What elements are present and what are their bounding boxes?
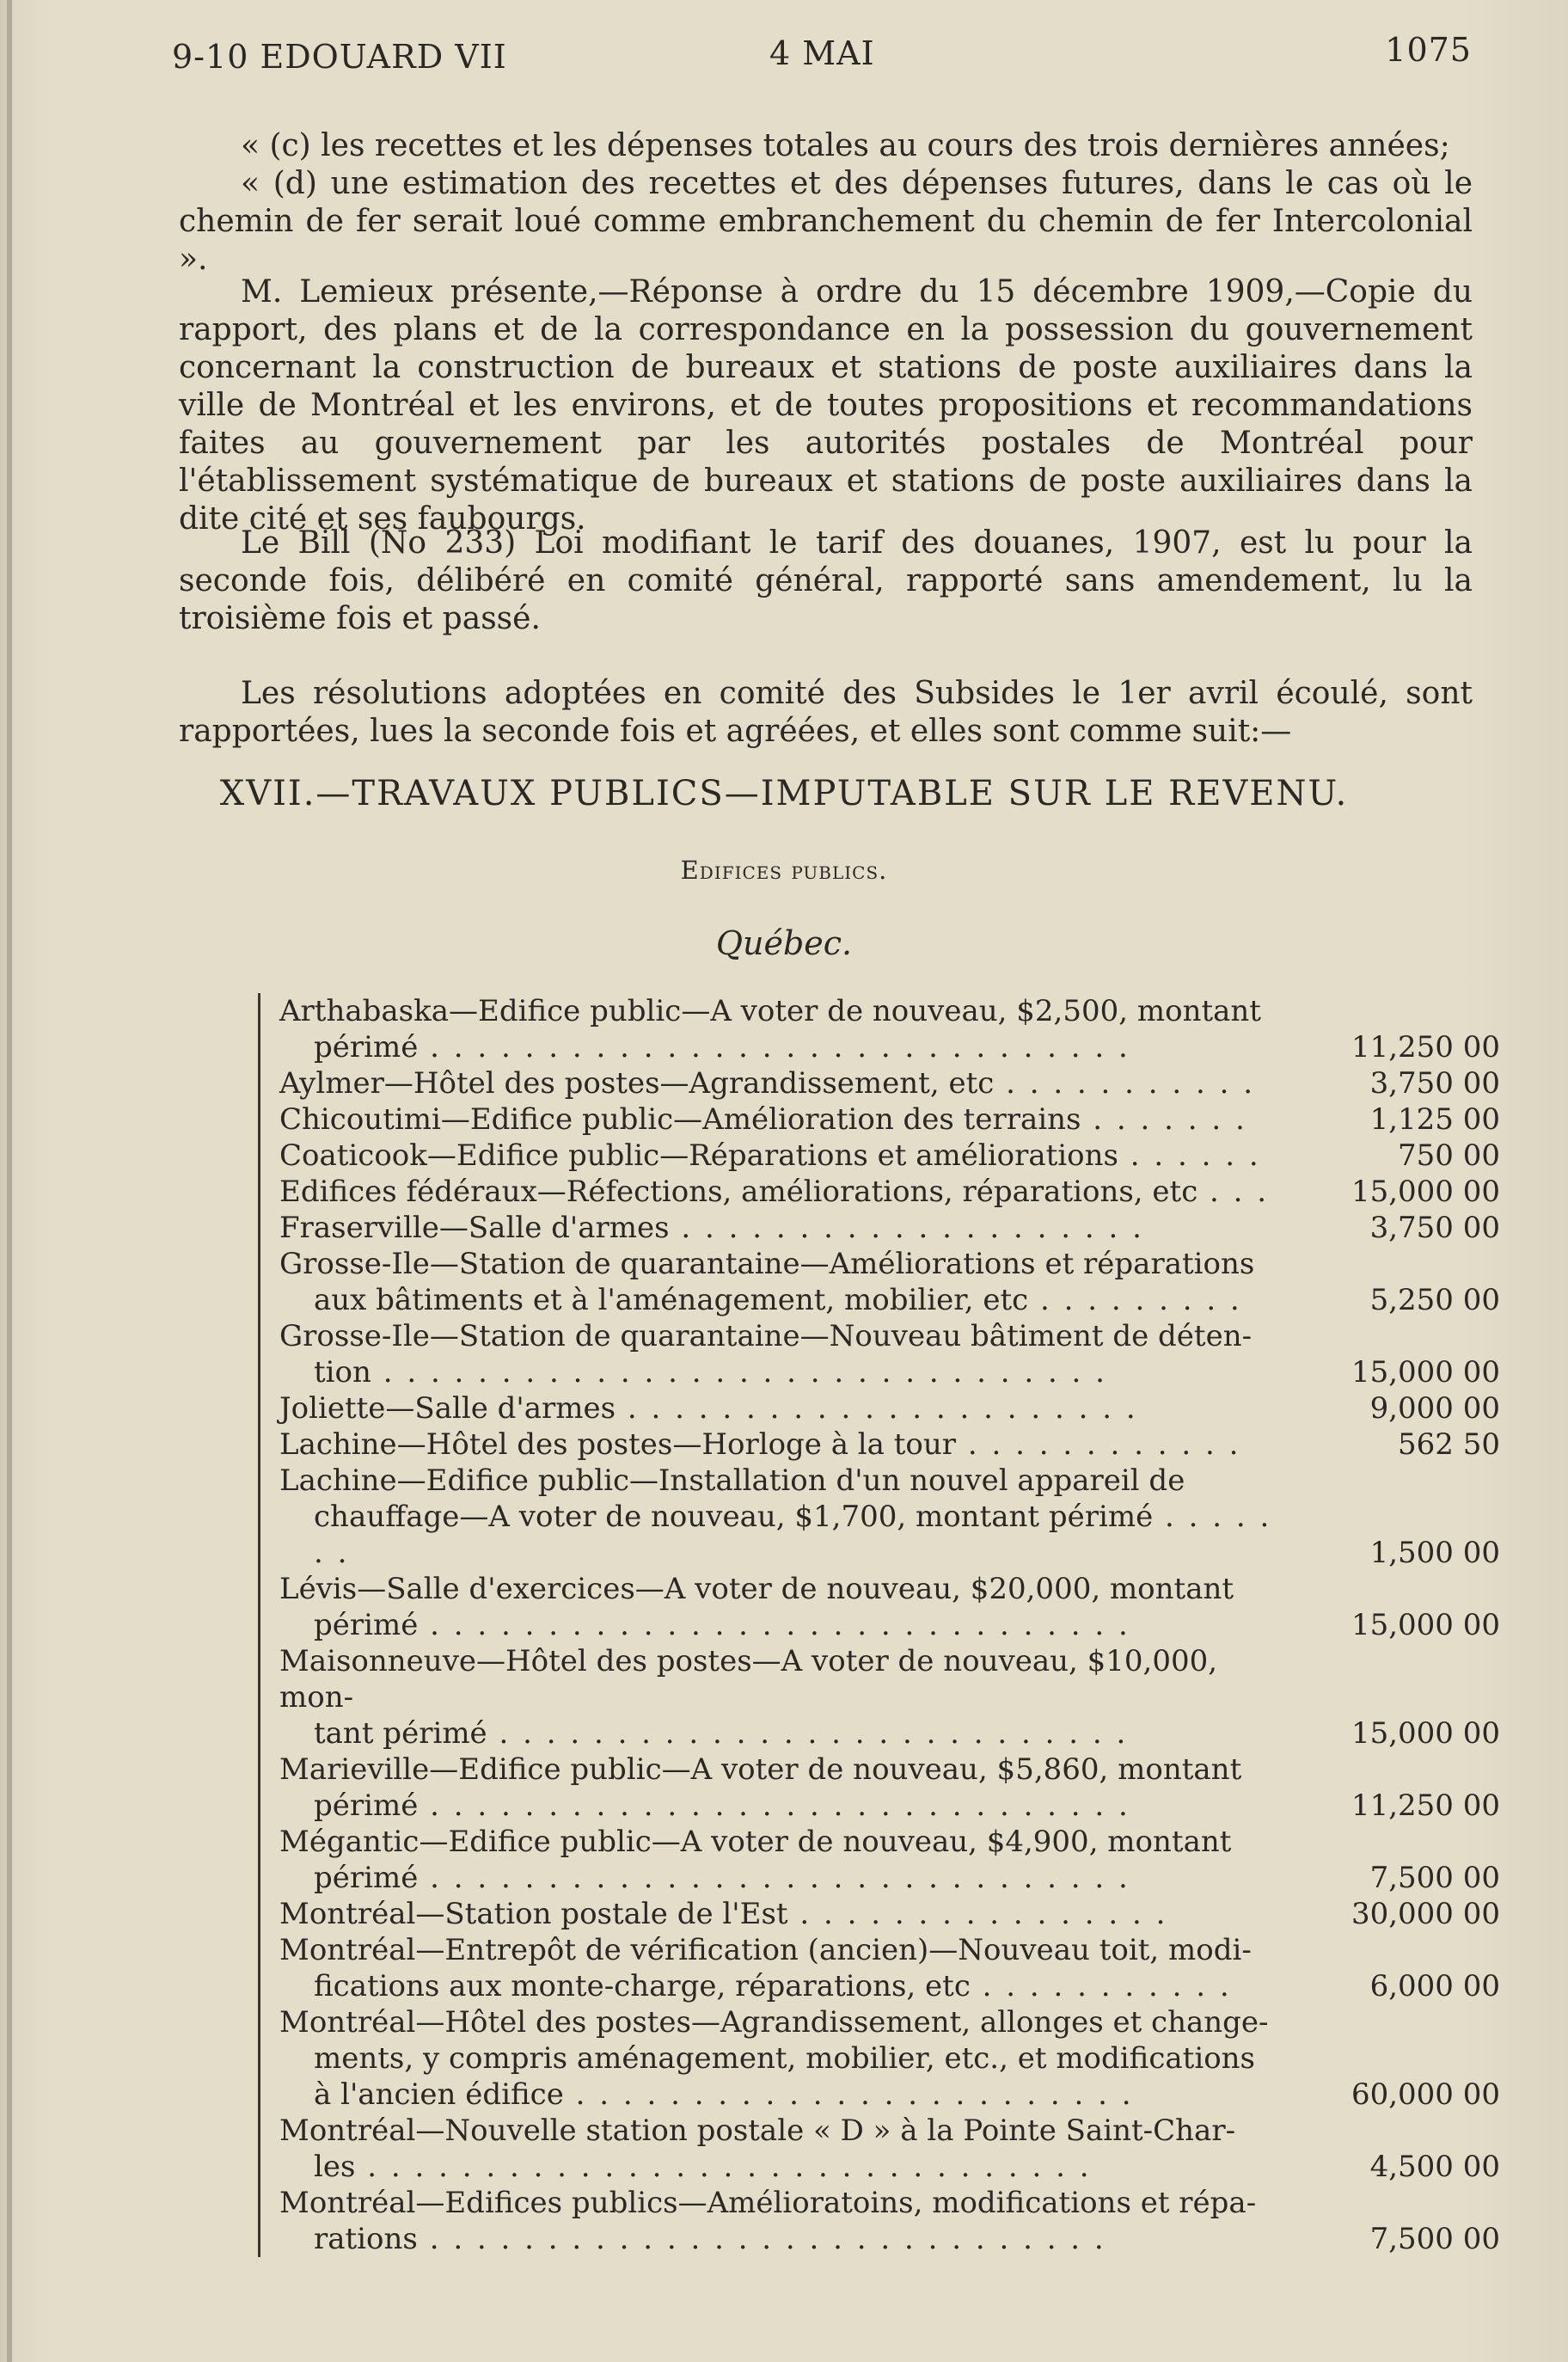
row-description-line: Lachine—Edifice public—Installation d'un nouvel appareil de <box>279 1463 1185 1498</box>
table-row <box>258 1246 1500 1318</box>
row-description-line: à l'ancien édifice . . . . . . . . . . . . . . . . . . . . . . . . <box>314 2077 1134 2112</box>
row-amount: 7,500 00 <box>1369 1861 1500 1895</box>
row-amount: 750 00 <box>1398 1138 1500 1173</box>
row-description-line: Grosse-Ile—Station de quarantaine—Nouveau bâtiment de déten- <box>279 1319 1253 1353</box>
table-row <box>258 1932 1500 2004</box>
clause-c: « (c) les recettes et les dépenses totales au cours des trois dernières années; <box>241 128 1450 163</box>
table-row <box>258 1390 1500 1426</box>
row-amount: 15,000 00 <box>1351 1175 1500 1209</box>
row-amount: 11,250 00 <box>1351 1030 1500 1064</box>
row-description-line: tant périmé . . . . . . . . . . . . . . . . . . . . . . . . . . . <box>314 1716 1129 1751</box>
row-description-line: Maisonneuve—Hôtel des postes—A voter de nouveau, $10,000, mon- <box>279 1644 1218 1715</box>
row-amount: 60,000 00 <box>1351 2077 1500 2112</box>
leader-dots: . . . . . . . . . . . . . . . . <box>787 1897 1168 1931</box>
row-description-line: aux bâtiments et à l'aménagement, mobilier, etc . . . . . . . . . <box>314 1283 1242 1317</box>
leader-dots: . . . . . . . . . . . . . . . . . . . . . . . . . . . . . . <box>418 1788 1130 1823</box>
table-row <box>258 1174 1500 1210</box>
leader-dots: . . . . . . <box>1118 1138 1261 1173</box>
leader-dots: . . . <box>1197 1175 1270 1209</box>
row-description-line: fications aux monte-charge, réparations, etc . . . . . . . . . . . <box>314 1969 1232 2003</box>
table-row <box>258 1138 1500 1174</box>
paragraph-lemieux: M. Lemieux présente,—Réponse à ordre du 15 décembre 1909,—Copie du rapport, des plans et de la correspondance en la possession du gouvernement concernant la construction de bureaux et stations de poste auxiliaires dans la ville de Montréal et les environs, et de toutes propositions et recommandations faites au gouvernement par les autorités postales de Montréal pour l'établissement systématique de bureaux et stations de poste auxiliaires dans la dite cité et ses faubourgs. <box>179 274 1473 537</box>
row-amount: 7,500 00 <box>1369 2222 1500 2256</box>
table-row <box>258 1065 1500 1101</box>
table-row <box>258 2185 1500 2257</box>
leader-dots: . . . . . . . . . . . . . . . . . . . . . . . . . . . . . . . <box>371 1355 1107 1390</box>
paragraph-bill: Le Bill (No 233) Loi modifiant le tarif des douanes, 1907, est lu pour la seconde fois, délibéré en comité général, rapporté sans amendement, lu la troisième fois et passé. <box>179 525 1473 636</box>
page-number: 1075 <box>1385 31 1472 69</box>
row-amount: 1,500 00 <box>1369 1536 1500 1570</box>
row-amount: 15,000 00 <box>1351 1355 1500 1390</box>
row-amount: 3,750 00 <box>1369 1066 1500 1101</box>
row-description-line: Marieville—Edifice public—A voter de nouveau, $5,860, montant <box>279 1752 1242 1787</box>
row-description-line: périmé . . . . . . . . . . . . . . . . . . . . . . . . . . . . . . <box>314 1861 1130 1895</box>
row-amount: 9,000 00 <box>1369 1391 1500 1426</box>
leader-dots: . . . . . . . <box>1081 1102 1247 1137</box>
section-title: XVII.—TRAVAUX PUBLICS—IMPUTABLE SUR LE REVENU. <box>219 774 1349 813</box>
row-description-line: Fraserville—Salle d'armes . . . . . . . . . . . . . . . . . . . . <box>279 1211 1144 1245</box>
row-description-line: Arthabaska—Edifice public—A voter de nouveau, $2,500, montant <box>279 994 1261 1028</box>
table-row <box>258 1824 1500 1896</box>
page-header <box>172 33 1472 84</box>
row-amount: 11,250 00 <box>1351 1788 1500 1823</box>
row-amount: 15,000 00 <box>1351 1608 1500 1642</box>
clause-d: « (d) une estimation des recettes et des dépenses futures, dans le cas où le chemin de fer serait loué comme embranchement du chemin de fer Intercolonial ». <box>179 166 1473 277</box>
row-description-line: Coaticook—Edifice public—Réparations et améliorations . . . . . . <box>279 1138 1261 1173</box>
row-amount: 6,000 00 <box>1369 1969 1500 2003</box>
row-description-line: périmé . . . . . . . . . . . . . . . . . . . . . . . . . . . . . . <box>314 1608 1130 1642</box>
table-row <box>258 1101 1500 1138</box>
row-amount: 4,500 00 <box>1369 2150 1500 2184</box>
table-row <box>258 1318 1500 1390</box>
leader-dots: . . . . . . . . . . . . . . . . . . . . . . . . . . . . . . <box>418 1861 1130 1895</box>
row-description-line: Montréal—Entrepôt de vérification (ancien)—Nouveau toit, modi- <box>279 1933 1252 1967</box>
row-description-line: Chicoutimi—Edifice public—Amélioration des terrains . . . . . . . <box>279 1102 1247 1137</box>
row-description-line: les . . . . . . . . . . . . . . . . . . . . . . . . . . . . . . . <box>314 2150 1092 2184</box>
row-description-line: Edifices fédéraux—Réfections, améliorations, réparations, etc . . . <box>279 1175 1270 1209</box>
row-description-line: Montréal—Nouvelle station postale « D » à la Pointe Saint-Char- <box>279 2114 1236 2148</box>
table-row <box>258 2113 1500 2185</box>
row-description-line: Joliette—Salle d'armes . . . . . . . . . . . . . . . . . . . . . . <box>279 1391 1138 1426</box>
row-description-line: Lévis—Salle d'exercices—A voter de nouveau, $20,000, montant <box>279 1572 1234 1606</box>
leader-dots: . . . . . . . . . . . . . . . . . . . . . . . . . . . . . . <box>418 1608 1130 1642</box>
table-row <box>258 2004 1500 2113</box>
section-subtitle: Edifices publics. <box>680 856 888 885</box>
appropriations-table <box>258 993 1500 2257</box>
table-row <box>258 1426 1500 1463</box>
table-row <box>258 993 1500 1065</box>
row-description-line: ments, y compris aménagement, mobilier, etc., et modifications <box>314 2041 1256 2076</box>
leader-dots: . . . . . . . <box>314 1500 1272 1570</box>
leader-dots: . . . . . . . . . . . <box>994 1066 1256 1101</box>
header-date: 4 MAI <box>769 34 875 72</box>
row-description-line: Aylmer—Hôtel des postes—Agrandissement, etc . . . . . . . . . . . <box>279 1066 1256 1101</box>
province-title: Québec. <box>715 924 853 962</box>
row-description-line: Mégantic—Edifice public—A voter de nouveau, $4,900, montant <box>279 1825 1232 1859</box>
row-description-line: rations . . . . . . . . . . . . . . . . . . . . . . . . . . . . . <box>314 2222 1106 2256</box>
binding-shadow <box>7 0 12 2362</box>
row-description-line: tion . . . . . . . . . . . . . . . . . . . . . . . . . . . . . . . <box>314 1355 1107 1390</box>
leader-dots: . . . . . . . . . . . . <box>956 1427 1241 1462</box>
row-amount: 5,250 00 <box>1369 1283 1500 1317</box>
row-description-line: Grosse-Ile—Station de quarantaine—Améliorations et réparations <box>279 1247 1255 1281</box>
row-description-line: Montréal—Edifices publics—Amélioratoins, modifications et répa- <box>279 2186 1257 2220</box>
leader-dots: . . . . . . . . . <box>1028 1283 1242 1317</box>
table-row <box>258 1896 1500 1932</box>
leader-dots: . . . . . . . . . . . . . . . . . . . . . . . . . . . <box>487 1716 1129 1751</box>
leader-dots: . . . . . . . . . . . . . . . . . . . . . . . . . . . . . <box>417 2222 1106 2256</box>
leader-dots: . . . . . . . . . . . . . . . . . . . . <box>669 1211 1144 1245</box>
row-amount: 562 50 <box>1398 1427 1500 1462</box>
row-description-line: périmé . . . . . . . . . . . . . . . . . . . . . . . . . . . . . . <box>314 1030 1130 1064</box>
table-row <box>258 1752 1500 1824</box>
leader-dots: . . . . . . . . . . . . . . . . . . . . . . . . <box>563 2077 1134 2112</box>
header-session: 9-10 EDOUARD VII <box>172 38 507 76</box>
table-row <box>258 1571 1500 1643</box>
row-amount: 3,750 00 <box>1369 1211 1500 1245</box>
row-amount: 30,000 00 <box>1351 1897 1500 1931</box>
row-description-line: Montréal—Station postale de l'Est . . . . . . . . . . . . . . . . <box>279 1897 1168 1931</box>
table-row <box>258 1210 1500 1246</box>
paragraph-resolutions: Les résolutions adoptées en comité des Subsides le 1er avril écoulé, sont rapportées, lues la seconde fois et agréées, et elles sont comme suit:— <box>179 676 1473 749</box>
quoted-clauses <box>179 127 1473 279</box>
row-amount: 15,000 00 <box>1351 1716 1500 1751</box>
leader-dots: . . . . . . . . . . . . . . . . . . . . . . <box>616 1391 1138 1426</box>
leader-dots: . . . . . . . . . . . <box>970 1969 1232 2003</box>
row-description-line: Lachine—Hôtel des postes—Horloge à la tour . . . . . . . . . . . . <box>279 1427 1241 1462</box>
table-row <box>258 1643 1500 1752</box>
row-description-line: Montréal—Hôtel des postes—Agrandissement, allonges et change- <box>279 2005 1269 2040</box>
row-description-line: périmé . . . . . . . . . . . . . . . . . . . . . . . . . . . . . . <box>314 1788 1130 1823</box>
table-row <box>258 1463 1500 1571</box>
row-amount: 1,125 00 <box>1369 1102 1500 1137</box>
leader-dots: . . . . . . . . . . . . . . . . . . . . . . . . . . . . . . . <box>355 2150 1092 2184</box>
row-description-line: chauffage—A voter de nouveau, $1,700, montant périmé . . . . . . . <box>314 1500 1272 1570</box>
leader-dots: . . . . . . . . . . . . . . . . . . . . . . . . . . . . . . <box>418 1030 1130 1064</box>
